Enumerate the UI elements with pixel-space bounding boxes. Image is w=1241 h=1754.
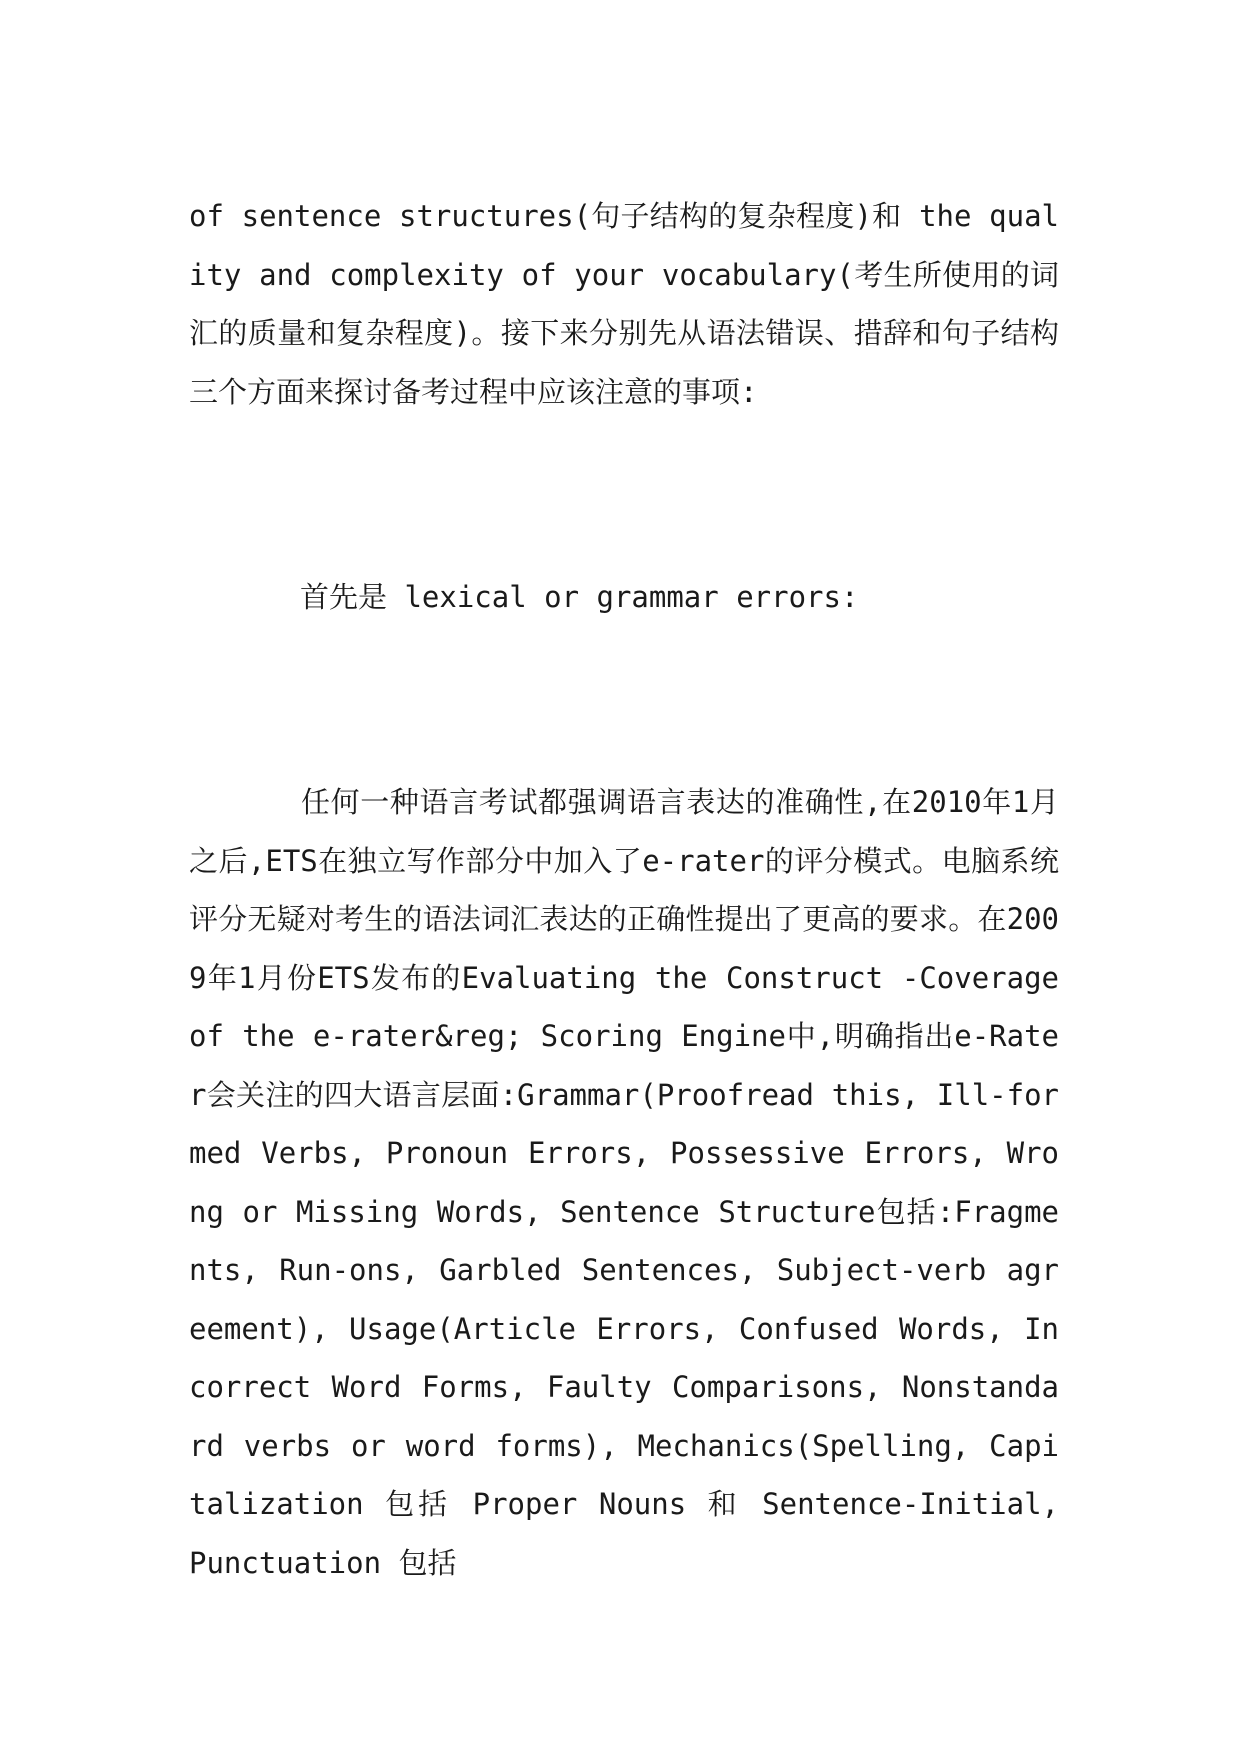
paragraph-intro: of sentence structures(句子结构的复杂程度)和 the quality and complexity of your vocabulary(考生所使用的词汇的质量和复杂程度)。接下来分别先从语法错误、措辞和句子结构三个方面来探讨备考过程中应该注意的事项: [189,199,1059,409]
section-heading: 首先是 lexical or grammar errors: [300,580,859,614]
paragraph-body: 任何一种语言考试都强调语言表达的准确性,在2010年1月之后,ETS在独立写作部分中加入了e-rater的评分模式。电脑系统评分无疑对考生的语法词汇表达的正确性提出了更高的要求。在2009年1月份ETS发布的Evaluating the Construct -Coverage of the e-rater&reg; Scoring Engine中,明确指出e-Rater会关注的四大语言层面:Grammar(Proofread this, Ill-formed Verbs, Pronoun Errors, Possessive Errors, Wrong or Missing Words, Sentence Structure包括:Fragments, Run-ons, Garbled Sentences, Subject-verb agreement), Usage(Article Errors, Confused Words, Incorrect Word Forms, Faulty Comparisons, Nonstandard verbs or word forms), Mechanics(Spelling, Capitalization 包括 Proper Nouns 和 Sentence-Initial, Punctuation 包括 [189,785,1059,1580]
